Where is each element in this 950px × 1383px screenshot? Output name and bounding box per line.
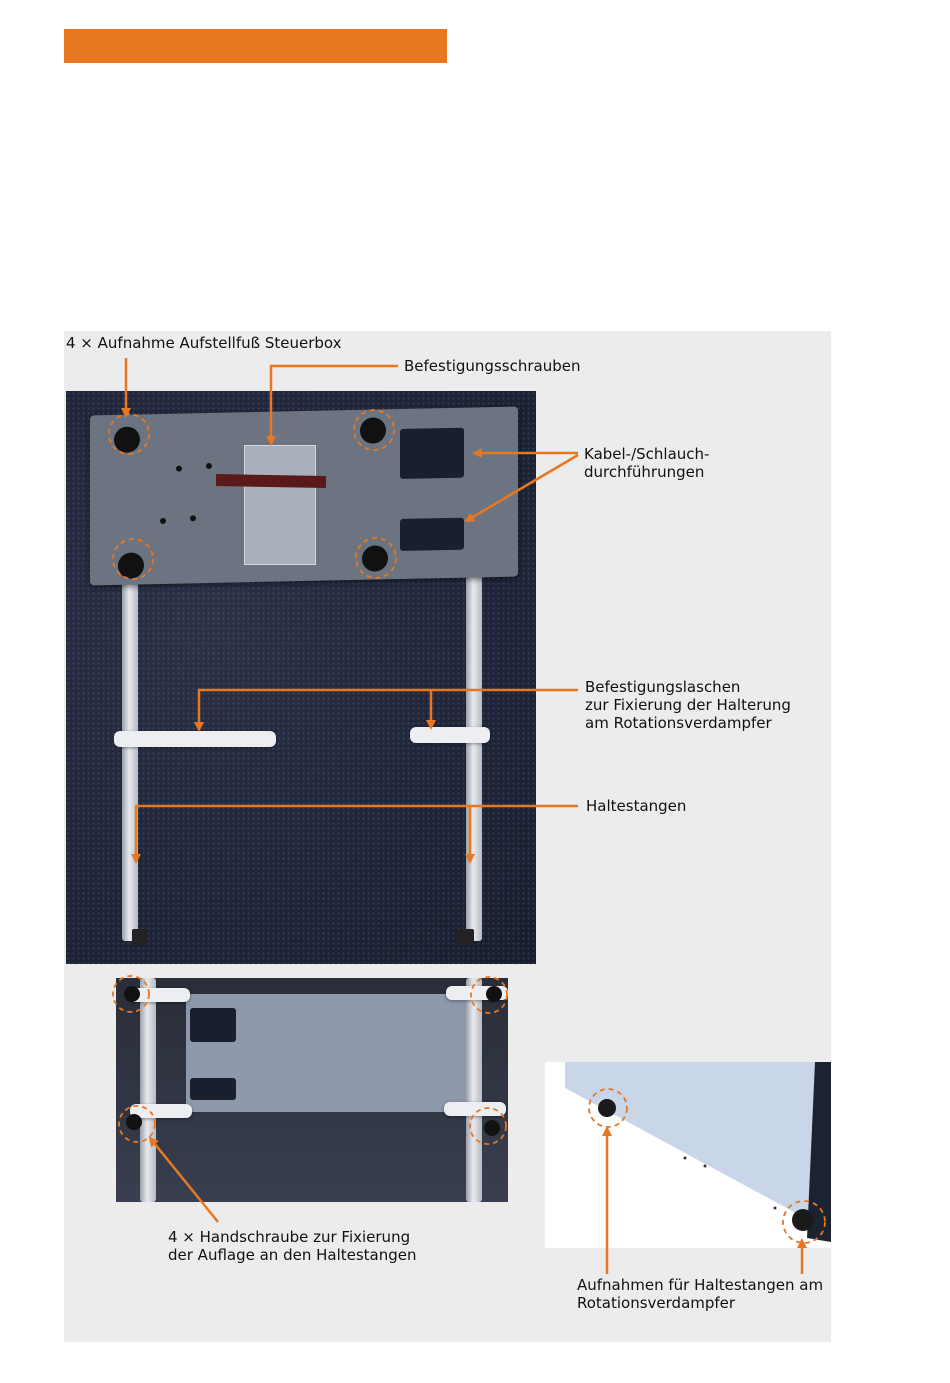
plate-hole — [206, 463, 212, 469]
hand-screw — [124, 986, 140, 1002]
rod-right — [466, 561, 482, 941]
label-mounting-tabs: Befestigungslaschen zur Fixierung der Halterung am Rotationsverdampfer — [585, 678, 791, 732]
foot-receptacle-2 — [360, 417, 386, 444]
foot-receptacle-4 — [362, 545, 388, 572]
holder-plate-underside — [186, 994, 466, 1112]
foot-receptacle-1 — [114, 426, 140, 453]
hand-screw — [126, 1114, 142, 1130]
label-hand-screws: 4 × Handschraube zur Fixierung der Auflage an den Haltestangen — [168, 1228, 417, 1264]
rod-left — [122, 561, 138, 941]
bracket-bottom-right — [444, 1102, 506, 1116]
foot-receptacle-3 — [118, 552, 144, 579]
evaporator-underside-graphic — [545, 1062, 831, 1248]
mounting-tab-right — [410, 727, 490, 743]
hand-screw — [486, 986, 502, 1002]
photo-rod-receptacles — [545, 1062, 831, 1248]
rod-foot-left — [132, 929, 148, 945]
plate-hole — [190, 515, 196, 521]
plate-hole — [176, 466, 182, 472]
cable-passage-2 — [190, 1078, 236, 1100]
tape-strip — [216, 474, 326, 488]
rod-left — [140, 978, 156, 1202]
hand-screw — [484, 1120, 500, 1136]
label-rod-receptacles: Aufnahmen für Haltestangen am Rotationsverdampfer — [577, 1276, 824, 1312]
rod-foot-right — [458, 929, 474, 945]
cable-passage-1 — [190, 1008, 236, 1042]
mounting-tab-left — [114, 731, 276, 747]
label-cable-passages: Kabel-/Schlauch- durchführungen — [584, 445, 710, 481]
screw-bag — [244, 445, 316, 565]
rod-right — [466, 978, 482, 1202]
photo-holder-top-view — [66, 391, 536, 964]
label-foot-receptacles: 4 × Aufnahme Aufstellfuß Steuerbox — [66, 334, 342, 352]
cable-passage-1 — [400, 428, 464, 479]
header-bar — [64, 29, 447, 63]
label-mounting-screws: Befestigungsschrauben — [404, 357, 581, 375]
plate-hole — [160, 518, 166, 524]
label-holding-rods: Haltestangen — [586, 797, 687, 815]
photo-holder-underside — [116, 978, 508, 1202]
cable-passage-2 — [400, 518, 464, 551]
